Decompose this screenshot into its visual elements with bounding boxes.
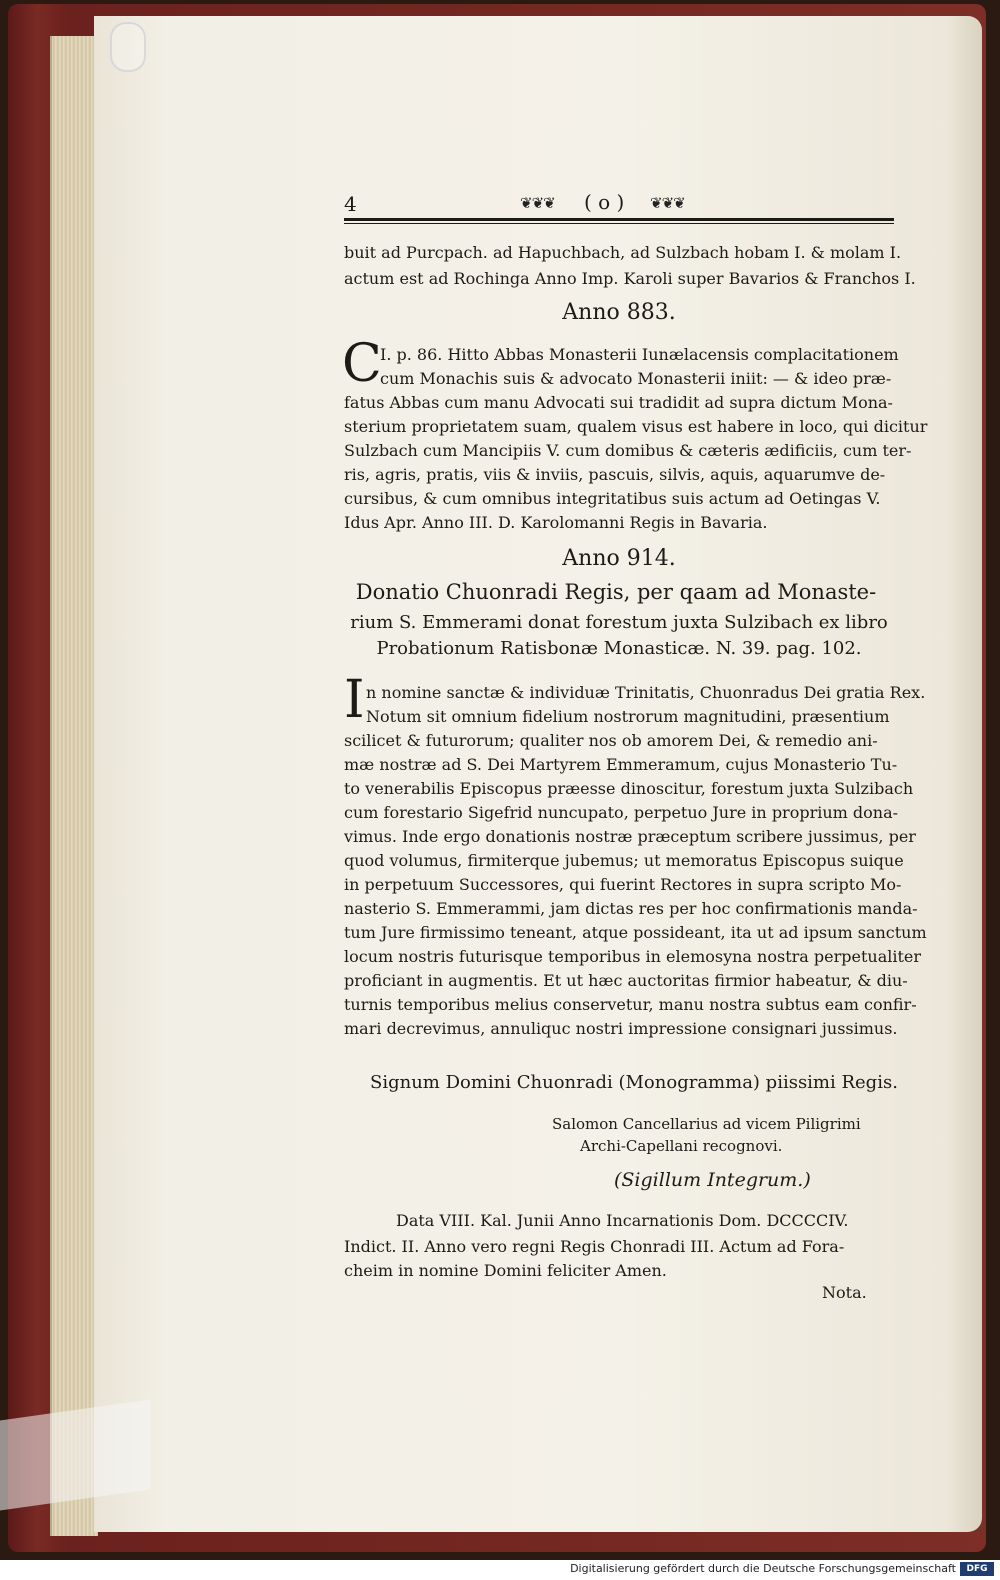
body-line: in perpetuum Successores, qui fuerint Rectores in supra scripto Mo- [344, 875, 902, 894]
signum-line: Signum Domini Chuonradi (Monogramma) piissimi Regis. [370, 1072, 898, 1093]
page-edges [50, 36, 98, 1536]
body-line: quod volumus, firmiterque jubemus; ut memoratus Episcopus suique [344, 851, 904, 870]
body-line: cursibus, & cum omnibus integritatibus suis actum ad Oetingas V. [344, 489, 881, 508]
body-line: sterium proprietatem suam, qualem visus est habere in loco, qui dicitur [344, 417, 928, 436]
body-line: turnis temporibus melius conservetur, manu nostra subtus eam confir- [344, 995, 917, 1014]
body-line: buit ad Purcpach. ad Hapuchbach, ad Sulzbach hobam I. & molam I. [344, 243, 902, 262]
page-clip [110, 22, 146, 72]
drop-cap: C [342, 334, 382, 394]
ornament-left-icon: ❦❦❦ [520, 194, 555, 212]
ornament-right-icon: ❦❦❦ [650, 194, 685, 212]
dfg-credit: Digitalisierung gefördert durch die Deutsche Forschungsgemeinschaft [570, 1562, 956, 1575]
section-heading: Anno 914. [562, 546, 676, 571]
sigillum-note: (Sigillum Integrum.) [614, 1169, 811, 1191]
body-line: cum Monachis suis & advocato Monasterii iniit: — & ideo præ- [380, 369, 892, 388]
catchword: Nota. [822, 1283, 867, 1302]
body-line: fatus Abbas cum manu Advocati sui tradidit ad supra dictum Mona- [344, 393, 893, 412]
header-rule [344, 218, 894, 221]
data-line: cheim in nomine Domini feliciter Amen. [344, 1261, 667, 1280]
body-line: Sulzbach cum Mancipiis V. cum domibus & cæteris ædificiis, cum ter- [344, 441, 912, 460]
body-line: mæ nostræ ad S. Dei Martyrem Emmeramum, cujus Monasterio Tu- [344, 755, 898, 774]
body-line: proficiant in augmentis. Et ut hæc auctoritas firmior habeatur, & diu- [344, 971, 908, 990]
body-line: scilicet & futurorum; qualiter nos ob amorem Dei, & remedio ani- [344, 731, 878, 750]
header-rule-thin [344, 223, 894, 224]
page-number: 4 [344, 192, 357, 216]
body-line: Notum sit omnium fidelium nostrorum magnitudini, præsentium [366, 707, 890, 726]
body-line: cum forestario Sigefrid nuncupato, perpetuo Jure in proprium dona- [344, 803, 899, 822]
charter-title: rium S. Emmerami donat forestum juxta Sulzibach ex libro [350, 612, 888, 633]
body-line: ris, agris, pratis, viis & inviis, pascuis, silvis, aquis, aquarumve de- [344, 465, 886, 484]
section-heading: Anno 883. [562, 300, 676, 325]
body-line: nasterio S. Emmerammi, jam dictas res per hoc confirmationis manda- [344, 899, 918, 918]
body-line: to venerabilis Episcopus præesse dinoscitur, forestum juxta Sulzibach [344, 779, 914, 798]
body-line: Idus Apr. Anno III. D. Karolomanni Regis in Bavaria. [344, 513, 768, 532]
chancellor-line: Archi-Capellani recognovi. [580, 1137, 783, 1155]
charter-title: Probationum Ratisbonæ Monasticæ. N. 39. pag. 102. [376, 638, 862, 659]
data-line: Data VIII. Kal. Junii Anno Incarnationis Dom. DCCCCIV. [396, 1211, 849, 1230]
body-line: n nomine sanctæ & individuæ Trinitatis, Chuonradus Dei gratia Rex. [366, 683, 926, 702]
footer-bar [0, 1560, 1000, 1580]
body-line: locum nostris futurisque temporibus in elemosyna nostra perpetualiter [344, 947, 922, 966]
drop-cap: I [344, 670, 365, 730]
body-line: mari decrevimus, annuliquc nostri impressione consignari jussimus. [344, 1019, 898, 1038]
body-line: I. p. 86. Hitto Abbas Monasterii Iunælacensis complacitationem [380, 345, 899, 364]
dfg-logo: DFG [960, 1562, 994, 1576]
body-line: tum Jure firmissimo teneant, atque possideant, ita ut ad ipsum sanctum [344, 923, 927, 942]
running-header [344, 192, 894, 222]
body-line: actum est ad Rochinga Anno Imp. Karoli super Bavarios & Franchos I. [344, 269, 916, 288]
data-line: Indict. II. Anno vero regni Regis Chonradi III. Actum ad Fora- [344, 1237, 845, 1256]
chancellor-line: Salomon Cancellarius ad vicem Piligrimi [552, 1115, 861, 1133]
body-line: vimus. Inde ergo donationis nostræ præceptum scribere jussimus, per [344, 827, 916, 846]
header-center: ( o ) [584, 190, 625, 214]
charter-title: Donatio Chuonradi Regis, per qaam ad Monaste- [355, 580, 877, 604]
